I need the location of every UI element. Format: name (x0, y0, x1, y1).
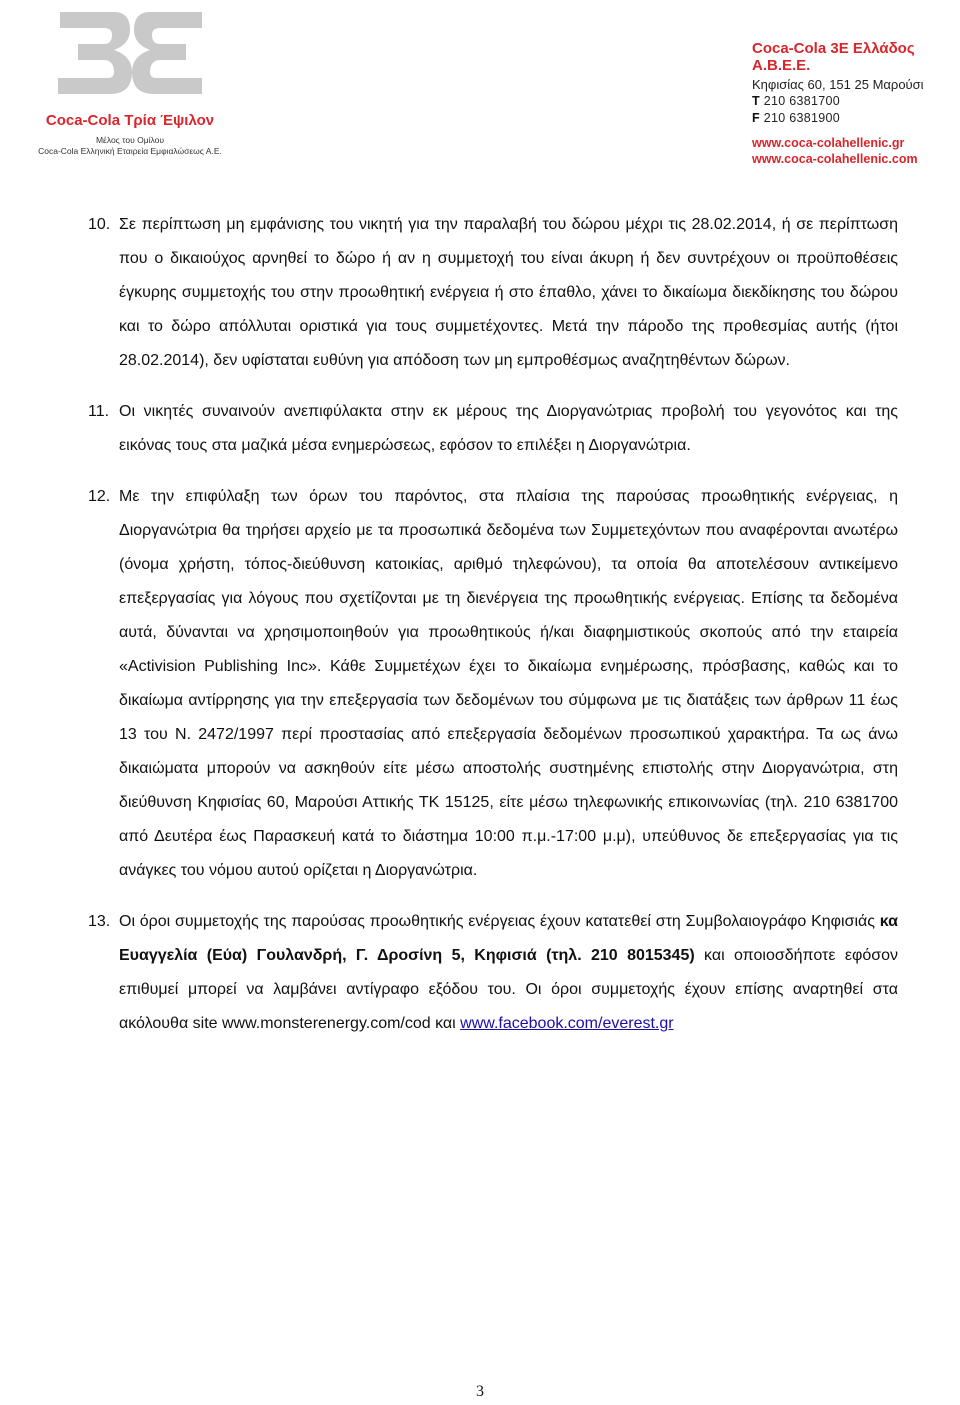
telephone-number: 210 6381700 (763, 94, 841, 108)
term-item-10 (88, 208, 898, 378)
logo-sub-line-2: Coca-Cola Ελληνική Εταιρεία Εμφιαλώσεως Α.Ε. (38, 146, 222, 156)
page-number: 3 (476, 1383, 484, 1400)
contact-block (752, 40, 952, 167)
term-item-11 (88, 395, 898, 463)
company-name: Coca-Cola 3E Ελλάδος Α.Β.Ε.Ε. (752, 40, 915, 74)
term-number: 10. (88, 216, 111, 233)
company-logo (30, 0, 230, 160)
logo-sub-line-1: Μέλος του Ομίλου (95, 135, 165, 145)
telephone-label: T (752, 94, 760, 108)
fax (752, 110, 952, 127)
site-facebook-link[interactable]: www.facebook.com/everest.gr (460, 1015, 674, 1032)
connector-text: και (430, 1015, 461, 1032)
term-text-continued: και οποιοσδήποτε εφόσον επιθυμεί μπορεί να λαμβάνει αντίγραφο εξόδου του. Οι όροι συμμετοχής έχουν επίσης αναρτηθεί στα ακόλουθα site (119, 947, 899, 1032)
fax-label: F (752, 111, 760, 125)
terms-content (88, 208, 898, 1041)
website-com[interactable]: www.coca-colahellenic.com (752, 152, 918, 166)
term-item-12 (88, 480, 898, 888)
term-text-intro: Οι όροι συμμετοχής της παρούσας προωθητικής ενέργειας έχουν κατατεθεί στη Συμβολαιογράφο Κηφισιάς (119, 913, 880, 930)
term-text: Οι νικητές συναινούν ανεπιφύλακτα στην εκ μέρους της Διοργανώτριας προβολή του γεγονότος και της εικόνας τους στα μαζικά μέσα ενημερώσεως, εφόσον το επιλέξει η Διοργανώτρια. (119, 403, 898, 454)
site-monsterenergy: www.monsterenergy.com/cod (222, 1015, 431, 1032)
term-number: 11. (88, 403, 110, 420)
term-number: 13. (88, 913, 111, 930)
term-text (119, 905, 898, 1041)
website-gr[interactable]: www.coca-colahellenic.gr (752, 136, 905, 150)
3e-logo-mark (52, 2, 207, 102)
term-item-13 (88, 905, 898, 1041)
telephone (752, 93, 952, 110)
term-text: Με την επιφύλαξη των όρων του παρόντος, στα πλαίσια της παρούσας προωθητικής ενέργειας, η Διοργανώτρια θα τηρήσει αρχείο με τα προσωπικά δεδομένα των Συμμετεχόντων που αναφέρονται ανωτέρω (όνομα χρήστη, τόπος-διεύθυνση κατοικίας, αριθμό τηλεφώνου), τα οποία θα αποτελέσουν αντικείμενο επεξεργασίας για λόγους που σχετίζονται με τη διενέργεια της προωθητικής ενέργειας. Επίσης τα δεδομένα αυτά, δύνανται να χρησιμοποιηθούν για προωθητικούς ή/και διαφημιστικούς σκοπούς από την εταιρεία «Activision Publishing Inc». Κάθε Συμμετέχων έχει το δικαίωμα ενημέρωσης, πρόσβασης, καθώς και το δικαίωμα αντίρρησης για την επεξεργασία των δεδομένων του σύμφωνα με τις διατάξεις των άρθρων 11 έως 13 του Ν. 2472/1997 περί προστασίας από επεξεργασία δεδομένων προσωπικού χαρακτήρα. Τα ως άνω δικαιώματα μπορούν να ασκηθούν είτε μέσω αποστολής συστημένης επιστολής στην Διοργανώτρια, στη διεύθυνση Κηφισίας 60, Μαρούσι Αττικής ΤΚ 15125, είτε μέσω τηλεφωνικής επικοινωνίας (τηλ. 210 6381700 από Δευτέρα έως Παρασκευή κατά το διάστημα 10:00 π.μ.-17:00 μ.μ), υπεύθυνος δε επεξεργασίας για τις ανάγκες του νόμου αυτού ορίζεται η Διοργανώτρια. (119, 488, 898, 879)
fax-number: 210 6381900 (763, 111, 841, 125)
term-text: Σε περίπτωση μη εμφάνισης του νικητή για την παραλαβή του δώρου μέχρι τις 28.02.2014, ή σε περίπτωση που ο δικαιούχος αρνηθεί το δώρο ή αν η συμμετοχή του είναι άκυρη ή δεν συντρέχουν οι προϋποθέσεις έγκυρης συμμετοχής του στην προωθητική ενέργεια ή στο έπαθλο, χάνει το δικαίωμα διεκδίκησης του δώρου και το δώρο απόλλυται οριστικά για τους συμμετέχοντες. Μετά την πάροδο της προθεσμίας αυτής (ήτοι 28.02.2014), δεν υφίσταται ευθύνη για απόδοση των μη εμπροθέσμως αναζητηθέντων δώρων. (119, 216, 898, 369)
notary-details: κα Ευαγγελία (Εύα) Γουλανδρή, Γ. Δροσίνη 5, Κηφισιά (τηλ. 210 8015345) (119, 913, 898, 964)
logo-brand-text: Coca-Cola Τρία Έψιλον (45, 112, 215, 129)
company-address: Κηφισίας 60, 151 25 Μαρούσι (752, 77, 924, 92)
term-number: 12. (88, 488, 111, 505)
